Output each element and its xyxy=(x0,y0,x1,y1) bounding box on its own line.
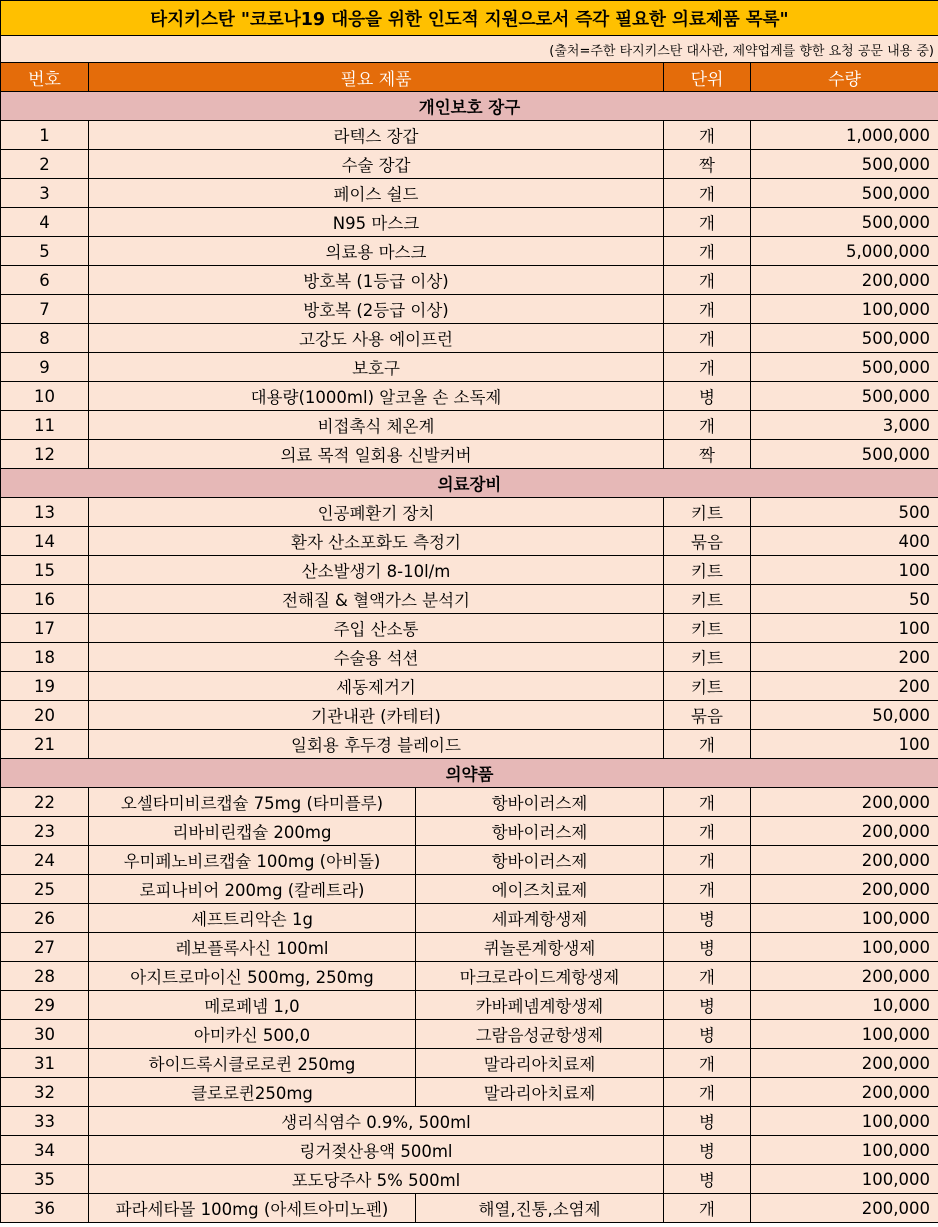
item-name: 고강도 사용 에이프런 xyxy=(89,324,664,353)
item-unit: 키트 xyxy=(664,556,751,585)
item-number: 17 xyxy=(1,614,89,643)
item-name: 클로로퀸250mg xyxy=(89,1078,416,1107)
table-row xyxy=(1,991,938,1020)
item-quantity: 100 xyxy=(751,614,938,643)
item-unit: 병 xyxy=(664,991,751,1020)
item-quantity: 500,000 xyxy=(751,353,938,382)
item-unit: 개 xyxy=(664,730,751,759)
item-quantity: 100,000 xyxy=(751,933,938,962)
item-quantity: 500,000 xyxy=(751,382,938,411)
table-row xyxy=(1,1078,938,1107)
item-unit: 키트 xyxy=(664,643,751,672)
section-title: 의료장비 xyxy=(1,469,938,498)
header-product: 필요 제품 xyxy=(89,63,664,92)
item-number: 2 xyxy=(1,150,89,179)
item-name: 아지트로마이신 500mg, 250mg xyxy=(89,962,416,991)
item-number: 22 xyxy=(1,788,89,817)
item-quantity: 100,000 xyxy=(751,1020,938,1049)
table-row xyxy=(1,353,938,382)
table-row xyxy=(1,1194,938,1223)
item-quantity: 400 xyxy=(751,527,938,556)
item-quantity: 200,000 xyxy=(751,817,938,846)
item-number: 32 xyxy=(1,1078,89,1107)
item-name: 수술용 석션 xyxy=(89,643,664,672)
item-name: 오셀타미비르캡슐 75mg (타미플루) xyxy=(89,788,416,817)
item-unit: 키트 xyxy=(664,672,751,701)
item-name: 로피나비어 200mg (칼레트라) xyxy=(89,875,416,904)
item-unit: 병 xyxy=(664,382,751,411)
item-unit: 병 xyxy=(664,933,751,962)
item-quantity: 200,000 xyxy=(751,1049,938,1078)
table-row xyxy=(1,150,938,179)
item-number: 26 xyxy=(1,904,89,933)
item-name: 리바비린캡슐 200mg xyxy=(89,817,416,846)
table-row xyxy=(1,846,938,875)
item-unit: 병 xyxy=(664,1020,751,1049)
item-category: 세파계항생제 xyxy=(416,904,664,933)
item-number: 18 xyxy=(1,643,89,672)
item-unit: 개 xyxy=(664,875,751,904)
item-unit: 개 xyxy=(664,411,751,440)
item-name: 세동제거기 xyxy=(89,672,664,701)
item-quantity: 50,000 xyxy=(751,701,938,730)
item-unit: 개 xyxy=(664,1078,751,1107)
item-unit: 개 xyxy=(664,266,751,295)
item-quantity: 200,000 xyxy=(751,875,938,904)
item-number: 4 xyxy=(1,208,89,237)
item-number: 12 xyxy=(1,440,89,469)
item-number: 30 xyxy=(1,1020,89,1049)
item-number: 16 xyxy=(1,585,89,614)
table-row xyxy=(1,498,938,527)
item-number: 28 xyxy=(1,962,89,991)
item-name: 하이드록시클로로퀸 250mg xyxy=(89,1049,416,1078)
item-quantity: 500,000 xyxy=(751,179,938,208)
item-unit: 묶음 xyxy=(664,701,751,730)
item-quantity: 500,000 xyxy=(751,324,938,353)
item-unit: 개 xyxy=(664,1194,751,1223)
table-row xyxy=(1,527,938,556)
table-row xyxy=(1,121,938,150)
item-name: 세프트리악손 1g xyxy=(89,904,416,933)
item-number: 1 xyxy=(1,121,89,150)
item-unit: 개 xyxy=(664,788,751,817)
item-quantity: 200,000 xyxy=(751,962,938,991)
item-unit: 짝 xyxy=(664,440,751,469)
table-row xyxy=(1,411,938,440)
table-row xyxy=(1,788,938,817)
header-no: 번호 xyxy=(1,63,89,92)
table-row xyxy=(1,701,938,730)
table-row xyxy=(1,672,938,701)
item-number: 8 xyxy=(1,324,89,353)
item-name: 방호복 (1등급 이상) xyxy=(89,266,664,295)
item-quantity: 500 xyxy=(751,498,938,527)
item-unit: 개 xyxy=(664,295,751,324)
item-name: 대용량(1000ml) 알코올 손 소독제 xyxy=(89,382,664,411)
table-row xyxy=(1,1020,938,1049)
item-number: 9 xyxy=(1,353,89,382)
item-name: 링거젖산용액 500ml xyxy=(89,1136,664,1165)
item-name: 비접촉식 체온계 xyxy=(89,411,664,440)
item-name: 기관내관 (카테터) xyxy=(89,701,664,730)
item-name: 라텍스 장갑 xyxy=(89,121,664,150)
item-category: 항바이러스제 xyxy=(416,788,664,817)
item-quantity: 500,000 xyxy=(751,150,938,179)
item-name: 아미카신 500,0 xyxy=(89,1020,416,1049)
item-name: 방호복 (2등급 이상) xyxy=(89,295,664,324)
item-number: 14 xyxy=(1,527,89,556)
table-row xyxy=(1,237,938,266)
section-row xyxy=(1,92,938,121)
item-name: 주입 산소통 xyxy=(89,614,664,643)
item-quantity: 10,000 xyxy=(751,991,938,1020)
document-title: 타지키스탄 "코로나19 대응을 위한 인도적 지원으로서 즉각 필요한 의료제품 목록" xyxy=(1,1,938,36)
item-unit: 개 xyxy=(664,353,751,382)
item-category: 항바이러스제 xyxy=(416,846,664,875)
item-quantity: 100,000 xyxy=(751,295,938,324)
item-name: N95 마스크 xyxy=(89,208,664,237)
item-quantity: 200 xyxy=(751,643,938,672)
item-quantity: 100 xyxy=(751,730,938,759)
item-quantity: 5,000,000 xyxy=(751,237,938,266)
item-name: 생리식염수 0.9%, 500ml xyxy=(89,1107,664,1136)
item-name: 레보플록사신 100ml xyxy=(89,933,416,962)
item-quantity: 100 xyxy=(751,556,938,585)
table-row xyxy=(1,208,938,237)
item-name: 파라세타몰 100mg (아세트아미노펜) xyxy=(89,1194,416,1223)
item-quantity: 200,000 xyxy=(751,788,938,817)
item-number: 25 xyxy=(1,875,89,904)
item-category: 항바이러스제 xyxy=(416,817,664,846)
item-unit: 병 xyxy=(664,1165,751,1194)
item-unit: 짝 xyxy=(664,150,751,179)
item-number: 24 xyxy=(1,846,89,875)
item-number: 20 xyxy=(1,701,89,730)
item-quantity: 3,000 xyxy=(751,411,938,440)
item-quantity: 200,000 xyxy=(751,1194,938,1223)
item-name: 보호구 xyxy=(89,353,664,382)
section-title: 개인보호 장구 xyxy=(1,92,938,121)
item-unit: 키트 xyxy=(664,614,751,643)
item-quantity: 100,000 xyxy=(751,1165,938,1194)
item-category: 퀴놀론계항생제 xyxy=(416,933,664,962)
item-unit: 묶음 xyxy=(664,527,751,556)
item-unit: 개 xyxy=(664,324,751,353)
item-name: 메로페넴 1,0 xyxy=(89,991,416,1020)
item-category: 카바페넴계항생제 xyxy=(416,991,664,1020)
item-number: 3 xyxy=(1,179,89,208)
item-name: 산소발생기 8-10l/m xyxy=(89,556,664,585)
item-quantity: 1,000,000 xyxy=(751,121,938,150)
item-category: 마크로라이드계항생제 xyxy=(416,962,664,991)
item-quantity: 100,000 xyxy=(751,1136,938,1165)
table-row xyxy=(1,179,938,208)
item-quantity: 500,000 xyxy=(751,440,938,469)
item-unit: 개 xyxy=(664,179,751,208)
item-number: 31 xyxy=(1,1049,89,1078)
table-row xyxy=(1,962,938,991)
header-qty: 수량 xyxy=(751,63,938,92)
item-number: 15 xyxy=(1,556,89,585)
item-name: 페이스 쉴드 xyxy=(89,179,664,208)
table-row xyxy=(1,730,938,759)
item-unit: 병 xyxy=(664,1136,751,1165)
table-row xyxy=(1,556,938,585)
item-number: 10 xyxy=(1,382,89,411)
item-name: 전해질 & 혈액가스 분석기 xyxy=(89,585,664,614)
item-quantity: 100,000 xyxy=(751,904,938,933)
item-quantity: 50 xyxy=(751,585,938,614)
table-row xyxy=(1,585,938,614)
item-number: 13 xyxy=(1,498,89,527)
item-category: 말라리아치료제 xyxy=(416,1049,664,1078)
item-quantity: 200 xyxy=(751,672,938,701)
item-category: 해열,진통,소염제 xyxy=(416,1194,664,1223)
item-number: 35 xyxy=(1,1165,89,1194)
table-row xyxy=(1,295,938,324)
item-number: 19 xyxy=(1,672,89,701)
item-name: 일회용 후두경 블레이드 xyxy=(89,730,664,759)
item-category: 말라리아치료제 xyxy=(416,1078,664,1107)
table-row xyxy=(1,933,938,962)
item-number: 23 xyxy=(1,817,89,846)
item-name: 환자 산소포화도 측정기 xyxy=(89,527,664,556)
item-category: 에이즈치료제 xyxy=(416,875,664,904)
header-unit: 단위 xyxy=(664,63,751,92)
item-number: 27 xyxy=(1,933,89,962)
item-number: 5 xyxy=(1,237,89,266)
item-unit: 개 xyxy=(664,846,751,875)
item-unit: 키트 xyxy=(664,498,751,527)
table-row xyxy=(1,1136,938,1165)
item-quantity: 200,000 xyxy=(751,1078,938,1107)
item-unit: 개 xyxy=(664,208,751,237)
item-unit: 병 xyxy=(664,1107,751,1136)
item-name: 인공폐환기 장치 xyxy=(89,498,664,527)
item-number: 29 xyxy=(1,991,89,1020)
item-unit: 개 xyxy=(664,962,751,991)
table-row xyxy=(1,817,938,846)
item-unit: 병 xyxy=(664,904,751,933)
item-number: 33 xyxy=(1,1107,89,1136)
item-number: 36 xyxy=(1,1194,89,1223)
item-unit: 키트 xyxy=(664,585,751,614)
source-note: (출처=주한 타지키스탄 대사관, 제약업계를 향한 요청 공문 내용 중) xyxy=(1,36,938,63)
item-unit: 개 xyxy=(664,237,751,266)
item-quantity: 500,000 xyxy=(751,208,938,237)
item-name: 우미페노비르캡슐 100mg (아비돌) xyxy=(89,846,416,875)
item-number: 7 xyxy=(1,295,89,324)
table-row xyxy=(1,1107,938,1136)
item-number: 6 xyxy=(1,266,89,295)
table-row xyxy=(1,875,938,904)
header-row xyxy=(1,63,938,92)
table-row xyxy=(1,904,938,933)
section-row xyxy=(1,759,938,788)
item-unit: 개 xyxy=(664,121,751,150)
item-name: 포도당주사 5% 500ml xyxy=(89,1165,664,1194)
table-row xyxy=(1,1165,938,1194)
item-number: 34 xyxy=(1,1136,89,1165)
item-unit: 개 xyxy=(664,817,751,846)
section-row xyxy=(1,469,938,498)
table-row xyxy=(1,382,938,411)
table-row xyxy=(1,614,938,643)
table-row xyxy=(1,1049,938,1078)
table-row xyxy=(1,324,938,353)
item-quantity: 200,000 xyxy=(751,846,938,875)
item-name: 의료용 마스크 xyxy=(89,237,664,266)
item-name: 의료 목적 일회용 신발커버 xyxy=(89,440,664,469)
item-name: 수술 장갑 xyxy=(89,150,664,179)
item-unit: 개 xyxy=(664,1049,751,1078)
table-row xyxy=(1,643,938,672)
item-category: 그람음성균항생제 xyxy=(416,1020,664,1049)
item-quantity: 100,000 xyxy=(751,1107,938,1136)
table-row xyxy=(1,266,938,295)
item-number: 21 xyxy=(1,730,89,759)
table-row xyxy=(1,440,938,469)
section-title: 의약품 xyxy=(1,759,938,788)
item-number: 11 xyxy=(1,411,89,440)
item-quantity: 200,000 xyxy=(751,266,938,295)
